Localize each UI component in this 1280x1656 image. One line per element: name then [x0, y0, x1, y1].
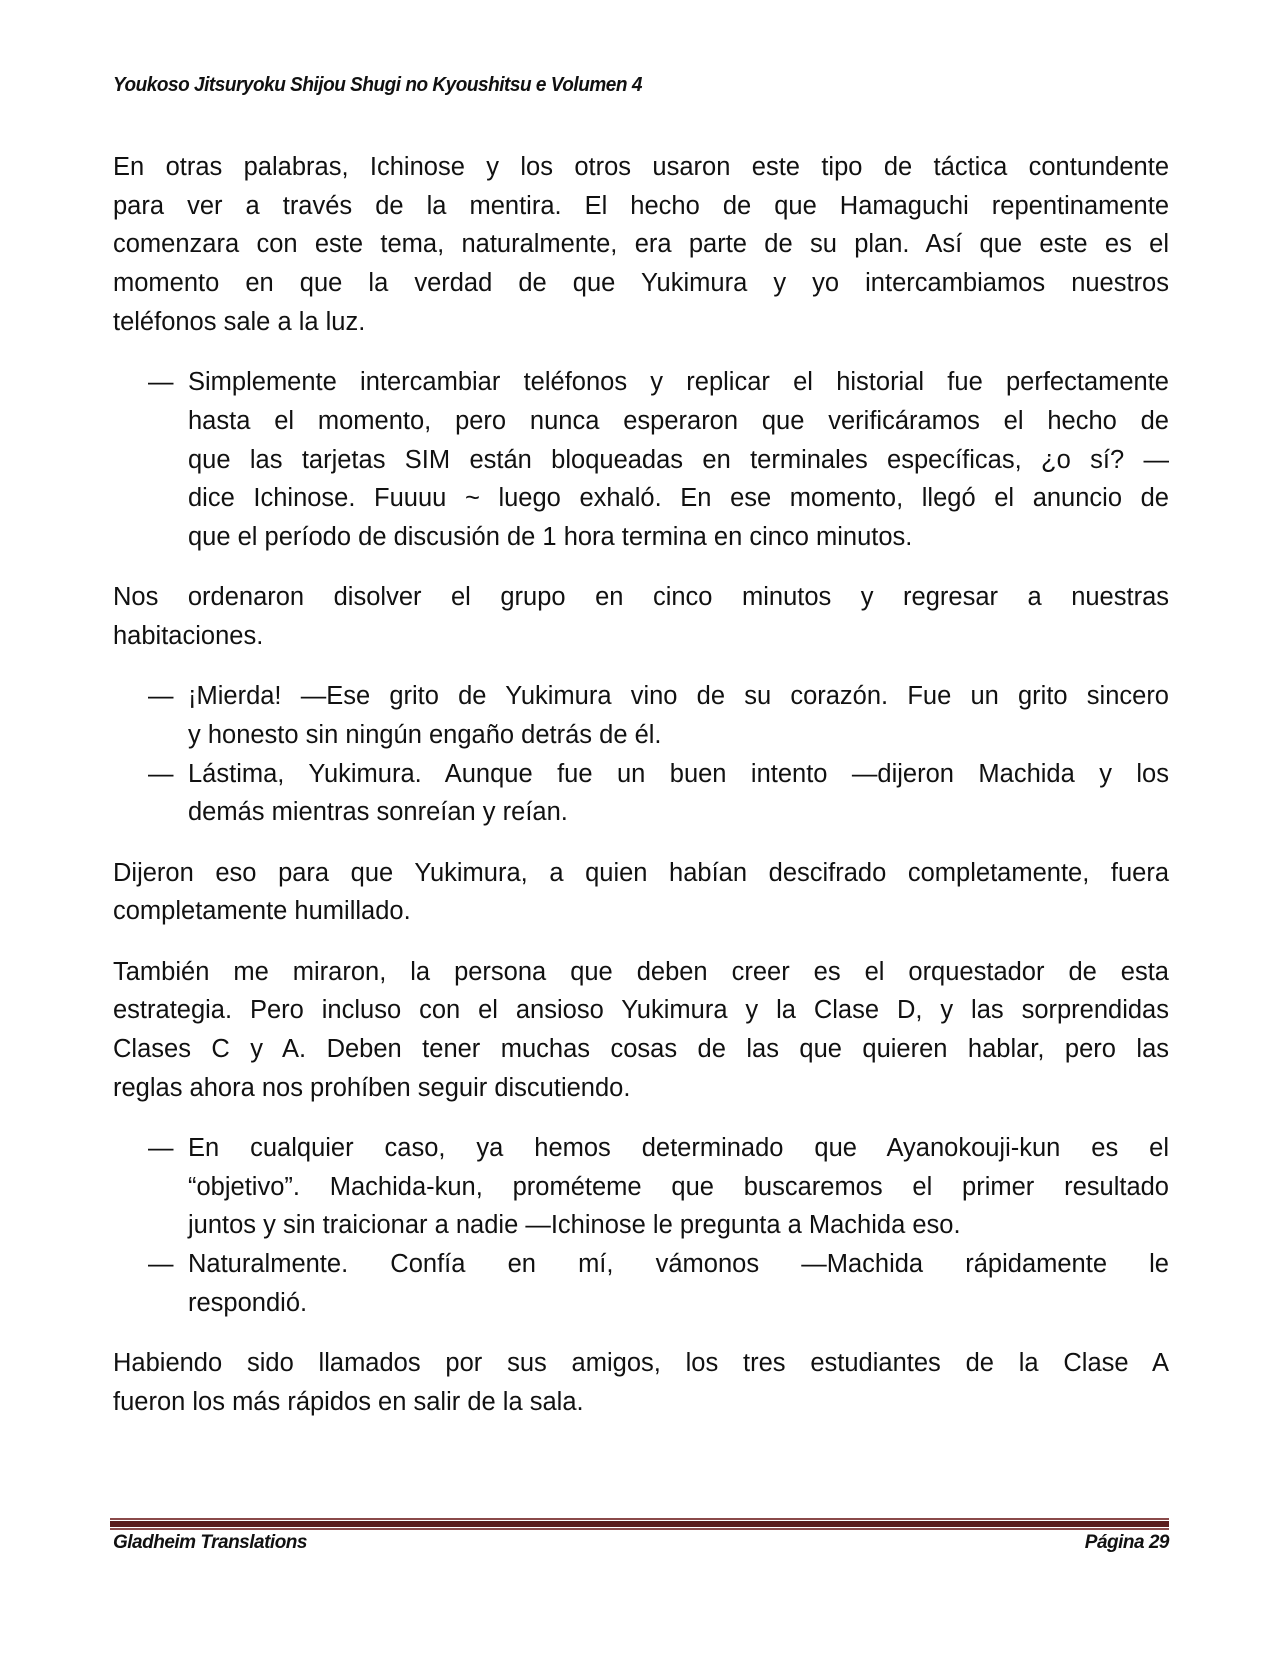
- document-body: [113, 148, 1169, 1443]
- text-line: “objetivo”. Machida-kun, prométeme que buscaremos el primer resultado: [188, 1172, 1169, 1201]
- text-line: teléfonos sale a la luz.: [113, 307, 366, 336]
- dialogue-dash: —: [148, 368, 174, 397]
- text-line: respondió.: [188, 1288, 308, 1317]
- text-line: demás mientras sonreían y reían.: [188, 798, 568, 827]
- text-line: fueron los más rápidos en salir de la sala.: [113, 1387, 584, 1416]
- text-line: comenzara con este tema, naturalmente, era parte de su plan. Así que este es el: [113, 230, 1169, 259]
- paragraph: [113, 578, 1169, 655]
- running-header: Youkoso Jitsuryoku Shijou Shugi no Kyoushitsu e Volumen 4: [113, 74, 642, 96]
- text-line: hasta el momento, pero nunca esperaron que verificáramos el hecho de: [188, 406, 1169, 435]
- text-line: momento en que la verdad de que Yukimura y yo intercambiamos nuestros: [113, 269, 1169, 298]
- text-line: juntos y sin traicionar a nadie —Ichinose le pregunta a Machida eso.: [188, 1211, 961, 1240]
- paragraph: [113, 953, 1169, 1108]
- text-line: Nos ordenaron disolver el grupo en cinco minutos y regresar a nuestras: [113, 583, 1169, 612]
- text-line: Clases C y A. Deben tener muchas cosas de las que quieren hablar, pero las: [113, 1035, 1169, 1064]
- text-line: dice Ichinose. Fuuuu ~ luego exhaló. En ese momento, llegó el anuncio de: [188, 484, 1169, 513]
- text-line: Habiendo sido llamados por sus amigos, los tres estudiantes de la Clase A: [113, 1349, 1169, 1378]
- text-line: estrategia. Pero incluso con el ansioso Yukimura y la Clase D, y las sorprendidas: [113, 996, 1169, 1025]
- page-number: Página 29: [1084, 1532, 1169, 1553]
- footer-rule: [110, 1518, 1169, 1530]
- text-line: y honesto sin ningún engaño detrás de él.: [188, 720, 662, 749]
- text-line: Simplemente intercambiar teléfonos y replicar el historial fue perfectamente: [188, 368, 1169, 397]
- paragraph: [113, 854, 1169, 931]
- dialogue-paragraph: [113, 755, 1169, 832]
- footer-publisher: Gladheim Translations: [113, 1532, 307, 1553]
- text-line: ¡Mierda! —Ese grito de Yukimura vino de su corazón. Fue un grito sincero: [188, 682, 1169, 711]
- dialogue-paragraph: [113, 677, 1169, 754]
- paragraph: [113, 148, 1169, 342]
- dialogue-paragraph: [113, 1245, 1169, 1322]
- dialogue-dash: —: [148, 1250, 174, 1279]
- text-line: completamente humillado.: [113, 897, 411, 926]
- dialogue-paragraph: [113, 1129, 1169, 1245]
- text-line: Lástima, Yukimura. Aunque fue un buen intento —dijeron Machida y los: [188, 759, 1169, 788]
- text-line: habitaciones.: [113, 621, 264, 650]
- text-line: reglas ahora nos prohíben seguir discutiendo.: [113, 1073, 631, 1102]
- text-line: Dijeron eso para que Yukimura, a quien habían descifrado completamente, fuera: [113, 858, 1169, 887]
- text-line: En otras palabras, Ichinose y los otros usaron este tipo de táctica contundente: [113, 153, 1169, 181]
- text-line: que el período de discusión de 1 hora termina en cinco minutos.: [188, 522, 913, 551]
- dialogue-dash: —: [148, 682, 174, 711]
- text-line: En cualquier caso, ya hemos determinado que Ayanokouji-kun es el: [188, 1134, 1169, 1163]
- text-line: Naturalmente. Confía en mí, vámonos —Machida rápidamente le: [188, 1250, 1169, 1279]
- paragraph: [113, 1344, 1169, 1421]
- dialogue-paragraph: [113, 363, 1169, 557]
- dialogue-dash: —: [148, 1134, 174, 1163]
- text-line: para ver a través de la mentira. El hecho de que Hamaguchi repentinamente: [113, 191, 1169, 220]
- text-line: que las tarjetas SIM están bloqueadas en terminales específicas, ¿o sí? —: [188, 445, 1169, 474]
- dialogue-dash: —: [148, 759, 174, 788]
- text-line: También me miraron, la persona que deben creer es el orquestador de esta: [113, 957, 1169, 986]
